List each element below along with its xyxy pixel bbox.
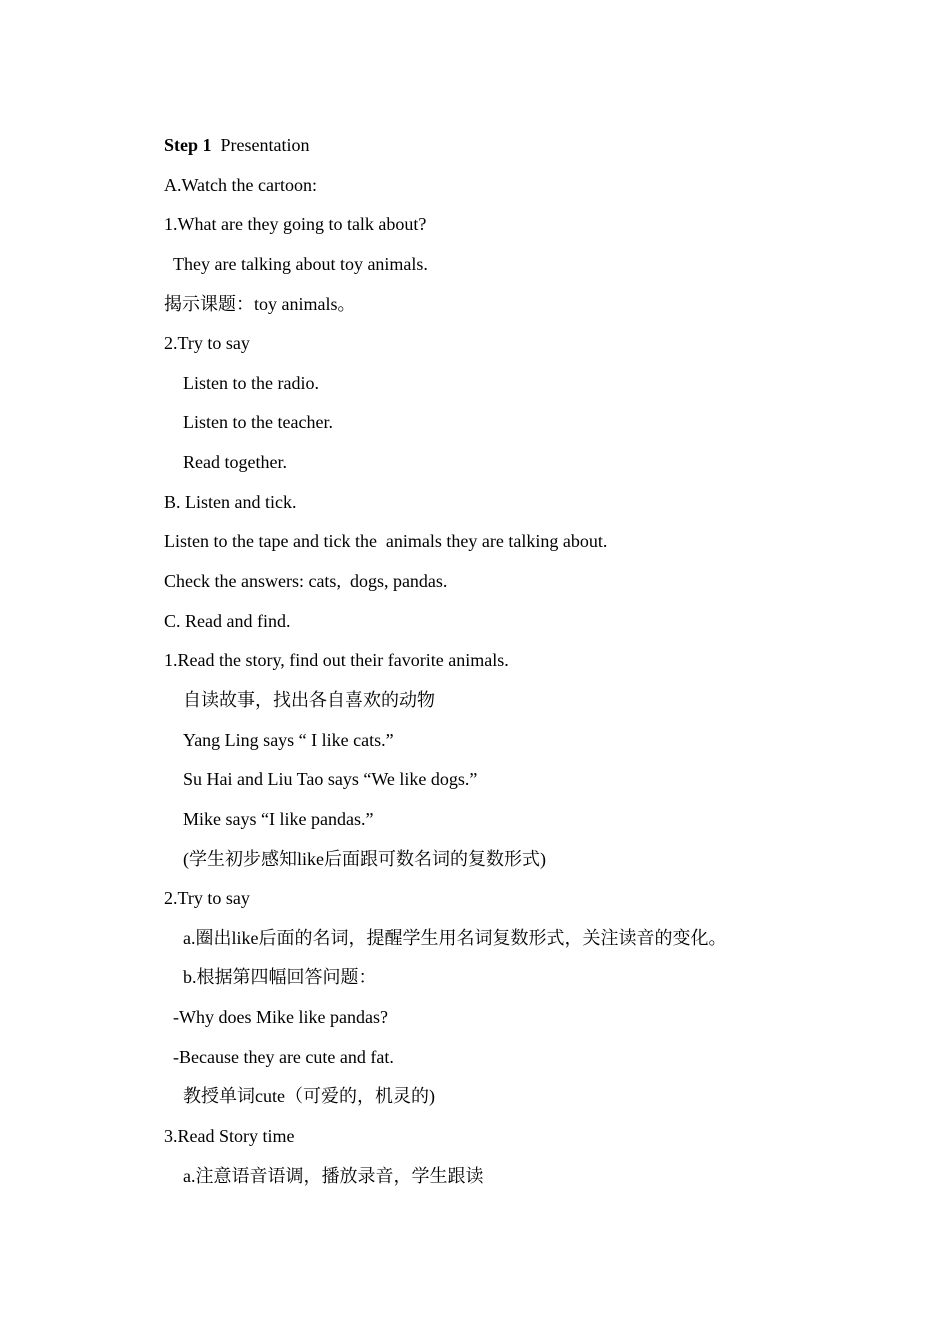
text-line: 2.Try to say [164, 333, 250, 354]
text-line: (学生初步感知like后面跟可数名词的复数形式) [183, 848, 546, 869]
step-heading [164, 126, 804, 166]
text-line: Listen to the tape and tick the animals they are talking about. [164, 531, 608, 552]
step-title: Presentation [220, 135, 310, 155]
text-line: a.注意语音语调，播放录音，学生跟读 [183, 1165, 484, 1186]
text-line: C. Read and find. [164, 610, 291, 631]
text-line: Listen to the radio. [183, 372, 319, 393]
text-line: b.根据第四幅回答问题： [183, 967, 377, 988]
text-line: 1.What are they going to talk about? [164, 214, 427, 235]
text-line: A.Watch the cartoon: [164, 174, 317, 195]
text-line: Mike says “I like pandas.” [183, 808, 374, 829]
text-line: a.圈出like后面的名词，提醒学生用名词复数形式，关注读音的变化。 [183, 927, 727, 948]
text-line: -Because they are cute and fat. [173, 1046, 394, 1067]
text-line: They are talking about toy animals. [173, 253, 428, 274]
text-line: -Why does Mike like pandas? [173, 1007, 388, 1028]
step-label: Step 1 [164, 135, 212, 155]
text-line: 3.Read Story time [164, 1126, 295, 1147]
text-line: 2.Try to say [164, 888, 250, 909]
text-line: Check the answers: cats, dogs, pandas. [164, 571, 448, 592]
text-line: 揭示课题：toy animals。 [164, 293, 356, 314]
text-line: Listen to the teacher. [183, 412, 333, 433]
text-line: 1.Read the story, find out their favorite animals. [164, 650, 509, 671]
text-line: B. Listen and tick. [164, 491, 297, 512]
text-line: Read together. [183, 452, 287, 473]
text-line: 教授单词cute（可爱的，机灵的) [183, 1086, 435, 1107]
text-line: Yang Ling says “ I like cats.” [183, 729, 394, 750]
text-line: 自读故事，找出各自喜欢的动物 [183, 689, 435, 710]
text-line: Su Hai and Liu Tao says “We like dogs.” [183, 769, 478, 790]
document-body [164, 126, 804, 1196]
